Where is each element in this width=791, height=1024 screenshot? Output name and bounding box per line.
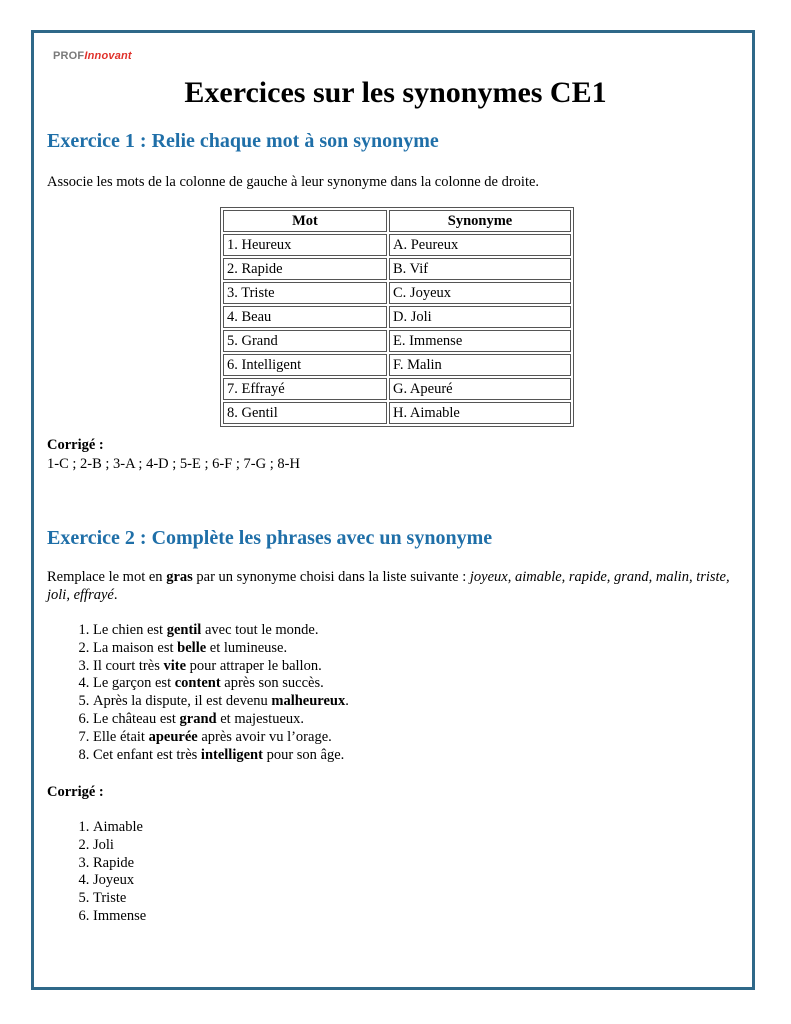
exercise-1-corrige-text: 1-C ; 2-B ; 3-A ; 4-D ; 5-E ; 6-F ; 7-G ; 8-H	[47, 456, 300, 472]
sentence-text: Après la dispute, il est devenu	[93, 693, 272, 710]
sentence-bold-word: vite	[163, 657, 187, 674]
table-row	[223, 258, 571, 280]
table-cell: B. Vif	[389, 258, 571, 280]
column-header-mot: Mot	[223, 210, 387, 232]
sentence-bold-word: grand	[179, 710, 217, 727]
list-item	[93, 622, 349, 640]
list-item	[93, 711, 349, 729]
table-row	[223, 330, 571, 352]
sentence-bold-word: belle	[177, 639, 207, 656]
column-header-synonyme: Synonyme	[389, 210, 571, 232]
table-row	[223, 402, 571, 424]
table-cell: 1. Heureux	[223, 234, 387, 256]
table-cell: 5. Grand	[223, 330, 387, 352]
list-item	[93, 693, 349, 711]
table-cell: 2. Rapide	[223, 258, 387, 280]
table-cell: F. Malin	[389, 354, 571, 376]
table-row	[223, 354, 571, 376]
table-header-row	[223, 210, 571, 232]
table-cell: 7. Effrayé	[223, 378, 387, 400]
table-cell: A. Peureux	[389, 234, 571, 256]
sentence-text: Il court très	[93, 657, 164, 674]
sentence-text: avec tout le monde.	[201, 622, 319, 638]
profinnovant-logo	[53, 50, 132, 62]
sentence-text: La maison est	[93, 639, 178, 656]
instruction-text: par un synonyme choisi dans la liste suivante :	[192, 569, 470, 585]
instruction-text: Remplace le mot en	[47, 569, 167, 585]
list-item	[93, 747, 349, 765]
exercise-2-instruction	[47, 568, 747, 604]
list-item	[93, 729, 349, 747]
sentence-text: pour attraper le ballon.	[186, 657, 322, 674]
logo-part-2: Innovant	[84, 50, 132, 62]
instruction-text: .	[113, 587, 118, 603]
list-item	[93, 658, 349, 676]
list-item: 1. Aimable	[93, 819, 146, 837]
list-item	[93, 675, 349, 693]
sentence-text: après son succès.	[220, 675, 324, 692]
logo-part-1: PROF	[53, 50, 85, 62]
table-row	[223, 306, 571, 328]
sentence-text: et majestueux.	[216, 710, 305, 727]
table-row	[223, 378, 571, 400]
sentence-text: Cet enfant est très	[93, 746, 201, 763]
sentence-text: Le château est	[93, 710, 180, 727]
instruction-bold-word: gras	[166, 569, 193, 585]
table-cell: 8. Gentil	[223, 402, 387, 424]
sentence-list	[47, 622, 349, 764]
table-cell: D. Joli	[389, 306, 571, 328]
list-item: 2. Joli	[93, 837, 146, 855]
list-item: 6. Immense	[93, 908, 146, 926]
exercise-2-heading: Exercice 2 : Complète les phrases avec un synonyme	[47, 527, 493, 549]
table-cell: E. Immense	[389, 330, 571, 352]
table-cell: G. Apeuré	[389, 378, 571, 400]
exercise-1-instruction: Associe les mots de la colonne de gauche à leur synonyme dans la colonne de droite.	[47, 174, 540, 190]
exercise-1-heading: Exercice 1 : Relie chaque mot à son synonyme	[47, 130, 439, 152]
sentence-text: Le garçon est	[93, 675, 175, 692]
sentence-bold-word: malheureux	[271, 693, 346, 710]
sentence-text: .	[345, 693, 349, 710]
table-cell: 6. Intelligent	[223, 354, 387, 376]
list-item: 4. Joyeux	[93, 872, 146, 890]
sentence-text: pour son âge.	[262, 746, 345, 763]
synonym-table	[220, 207, 574, 427]
exercise-1-corrige-label: Corrigé :	[47, 437, 104, 453]
page-title: Exercices sur les synonymes CE1	[184, 76, 607, 109]
table-cell: 3. Triste	[223, 282, 387, 304]
table-cell: 4. Beau	[223, 306, 387, 328]
sentence-bold-word: apeurée	[148, 728, 198, 745]
table-row	[223, 234, 571, 256]
sentence-text: et lumineuse.	[206, 639, 288, 656]
table-cell: C. Joyeux	[389, 282, 571, 304]
list-item	[93, 640, 349, 658]
sentence-bold-word: content	[174, 675, 221, 692]
sentence-text: Elle était	[93, 728, 149, 745]
sentence-text: après avoir vu l’orage.	[197, 728, 332, 745]
exercise-2-corrige-label: Corrigé :	[47, 784, 104, 800]
list-item: 3. Rapide	[93, 855, 146, 873]
sentence-bold-word: gentil	[166, 622, 202, 638]
table-row	[223, 282, 571, 304]
sentence-bold-word: intelligent	[200, 746, 263, 763]
list-item: 5. Triste	[93, 890, 146, 908]
sentence-text: Le chien est	[93, 622, 167, 638]
table-cell: H. Aimable	[389, 402, 571, 424]
answer-list	[47, 819, 146, 926]
instruction-word-list: joyeux, aimable, rapide, grand, malin, triste, joli, effrayé	[47, 569, 730, 603]
